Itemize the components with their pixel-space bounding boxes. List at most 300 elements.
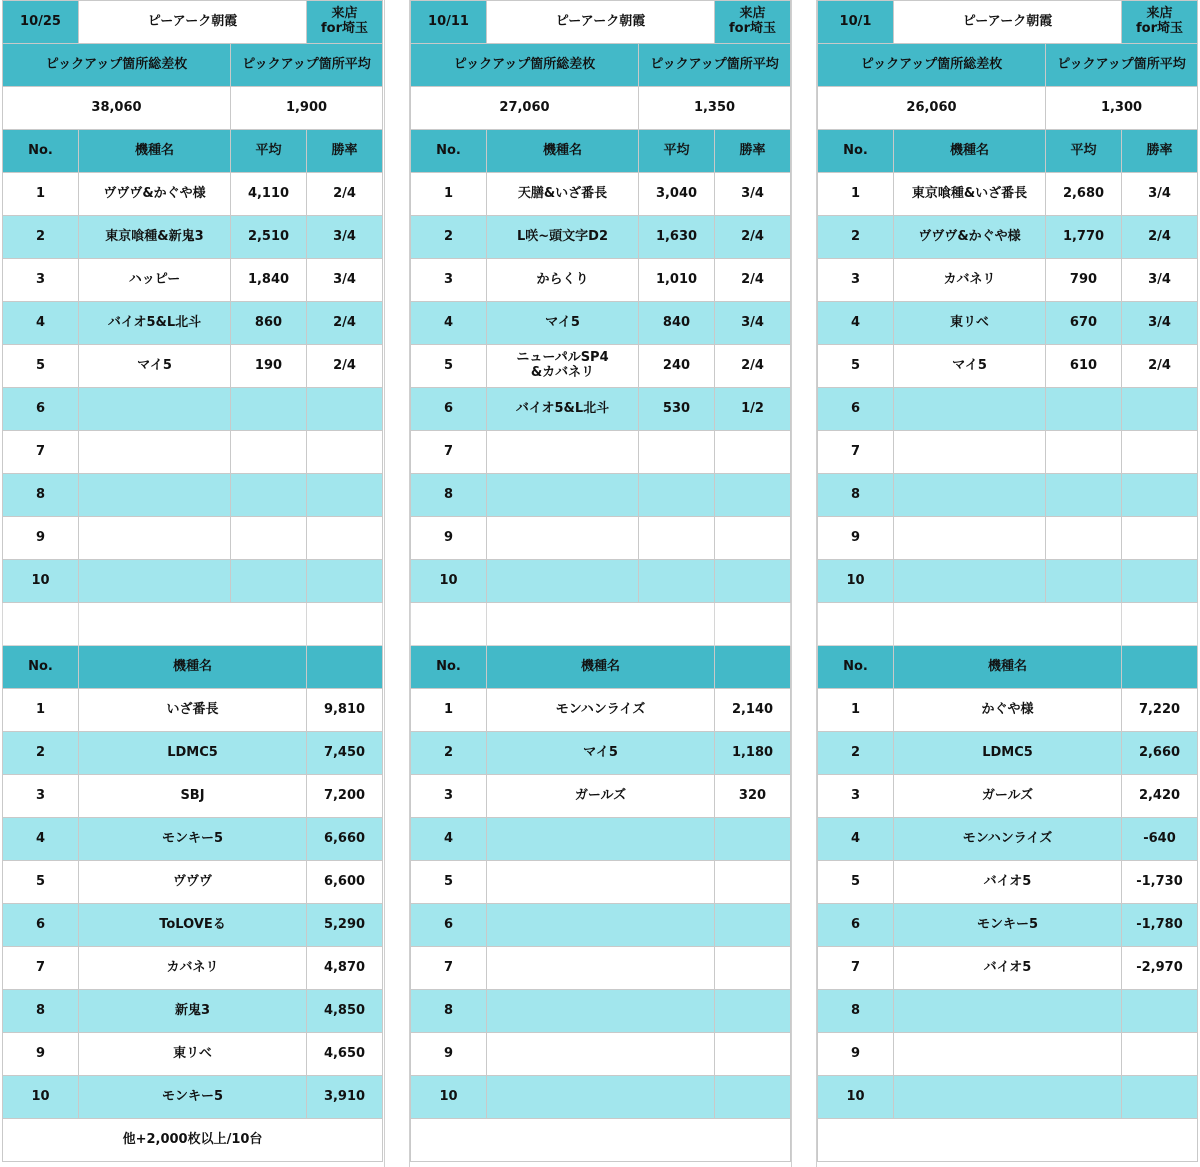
average-diff (231, 474, 307, 517)
total-diff-value: 26,060 (818, 87, 1046, 130)
model-name: 東リベ (894, 302, 1046, 345)
average-header: ピックアップ箇所平均 (639, 44, 791, 87)
rank-number: 6 (411, 904, 487, 947)
rank-model-header: 機種名 (79, 646, 307, 689)
rank-number: 5 (411, 861, 487, 904)
panel-table (817, 0, 1198, 1162)
rank-number: 8 (3, 990, 79, 1033)
ranking-row (411, 1033, 791, 1076)
average-diff: 190 (231, 345, 307, 388)
rank-model-name: モンハンライズ (894, 818, 1122, 861)
rank-model-name: バイオ5 (894, 947, 1122, 990)
row-number: 2 (411, 216, 487, 259)
summary-value-row (818, 87, 1198, 130)
pickup-row (411, 302, 791, 345)
summary-value-row (411, 87, 791, 130)
total-diff-value: 38,060 (3, 87, 231, 130)
win-rate: 3/4 (1122, 259, 1198, 302)
pickup-row (411, 388, 791, 431)
rank-model-name (487, 904, 715, 947)
rank-model-name: ヴヴヴ (79, 861, 307, 904)
rank-no-header: No. (818, 646, 894, 689)
pickup-row (411, 216, 791, 259)
rank-diff-value: 320 (715, 775, 791, 818)
row-number: 1 (818, 173, 894, 216)
rank-diff-value (1122, 990, 1198, 1033)
rank-number: 9 (3, 1033, 79, 1076)
row-number: 6 (3, 388, 79, 431)
rank-model-name: マイ5 (487, 732, 715, 775)
spacer-cell (3, 603, 79, 646)
average-diff: 3,040 (639, 173, 715, 216)
win-rate (307, 560, 383, 603)
rank-number: 10 (818, 1076, 894, 1119)
average-diff (639, 431, 715, 474)
rank-number: 9 (411, 1033, 487, 1076)
ranking-row (411, 689, 791, 732)
ranking-row (818, 689, 1198, 732)
rank-number: 7 (3, 947, 79, 990)
ranking-row (818, 861, 1198, 904)
rank-number: 5 (3, 861, 79, 904)
rank-diff-value (715, 1076, 791, 1119)
total-diff-header: ピックアップ箇所総差枚 (3, 44, 231, 87)
spacer-cell (894, 603, 1122, 646)
ranking-row (411, 861, 791, 904)
rank-model-name: ToLOVEる (79, 904, 307, 947)
pickup-row (3, 216, 383, 259)
rank-number: 2 (818, 732, 894, 775)
average-diff: 860 (231, 302, 307, 345)
pickup-row (818, 431, 1198, 474)
model-name (79, 560, 231, 603)
pickup-row (3, 560, 383, 603)
average-diff (1046, 517, 1122, 560)
model-name: ヴヴヴ&かぐや様 (79, 173, 231, 216)
summary-header-row (411, 44, 791, 87)
row-number: 8 (818, 474, 894, 517)
win-rate (715, 431, 791, 474)
rank-diff-header (715, 646, 791, 689)
pickup-row (818, 173, 1198, 216)
ranking-row (818, 732, 1198, 775)
rank-model-name: モンキー5 (894, 904, 1122, 947)
row-number: 8 (3, 474, 79, 517)
rank-diff-value: -640 (1122, 818, 1198, 861)
ranking-row (3, 689, 383, 732)
pickup-row (3, 302, 383, 345)
rank-model-name: バイオ5 (894, 861, 1122, 904)
win-rate: 1/2 (715, 388, 791, 431)
win-rate: 2/4 (1122, 216, 1198, 259)
average-diff (231, 388, 307, 431)
rank-number: 4 (818, 818, 894, 861)
average-diff: 670 (1046, 302, 1122, 345)
pickup-header-row (818, 130, 1198, 173)
win-rate: 3/4 (715, 173, 791, 216)
rank-diff-value: 9,810 (307, 689, 383, 732)
model-name: 東京喰種&新鬼3 (79, 216, 231, 259)
win-rate: 3/4 (307, 216, 383, 259)
ranking-row (818, 818, 1198, 861)
rank-model-name: モンハンライズ (487, 689, 715, 732)
win-rate: 3/4 (307, 259, 383, 302)
rank-model-name: LDMC5 (894, 732, 1122, 775)
pickup-row (411, 560, 791, 603)
rank-number: 1 (818, 689, 894, 732)
store-name: ピーアーク朝霞 (79, 1, 307, 44)
win-rate: 3/4 (1122, 302, 1198, 345)
title-row (411, 1, 791, 44)
rank-number: 8 (411, 990, 487, 1033)
win-rate (715, 560, 791, 603)
rank-diff-value (715, 818, 791, 861)
rank-diff-value: 7,220 (1122, 689, 1198, 732)
win-rate (1122, 474, 1198, 517)
raiten-label: 来店 (331, 6, 358, 22)
model-name (894, 474, 1046, 517)
footer-note (411, 1119, 791, 1162)
average-diff (1046, 474, 1122, 517)
spacer-row (818, 603, 1198, 646)
model-name (487, 560, 639, 603)
raiten-region: for埼玉 (729, 21, 776, 36)
average-value: 1,350 (639, 87, 791, 130)
pickup-row (411, 259, 791, 302)
ranking-row (411, 904, 791, 947)
panel-table (2, 0, 383, 1162)
footer-row (818, 1119, 1198, 1162)
spacer-row (411, 603, 791, 646)
store-name: ピーアーク朝霞 (487, 1, 715, 44)
pickup-row (818, 302, 1198, 345)
rank-model-name (487, 1076, 715, 1119)
win-rate (1122, 560, 1198, 603)
row-number: 6 (818, 388, 894, 431)
pickup-row (411, 345, 791, 388)
total-diff-header: ピックアップ箇所総差枚 (818, 44, 1046, 87)
panel-10-25 (2, 0, 383, 1162)
average-diff (1046, 388, 1122, 431)
rank-diff-value: 7,450 (307, 732, 383, 775)
average-header: ピックアップ箇所平均 (231, 44, 383, 87)
ranking-row (3, 1033, 383, 1076)
rank-model-header: 機種名 (894, 646, 1122, 689)
row-number: 10 (818, 560, 894, 603)
row-number: 3 (818, 259, 894, 302)
rank-model-name (894, 990, 1122, 1033)
rank-diff-header (307, 646, 383, 689)
pickup-row (3, 474, 383, 517)
row-number: 7 (818, 431, 894, 474)
model-name (487, 431, 639, 474)
footer-row (411, 1119, 791, 1162)
win-rate: 2/4 (307, 173, 383, 216)
row-number: 4 (818, 302, 894, 345)
model-name (487, 517, 639, 560)
panel-10-11 (410, 0, 791, 1162)
rank-diff-value (715, 990, 791, 1033)
avg-header: 平均 (639, 130, 715, 173)
row-number: 6 (411, 388, 487, 431)
spacer-cell (1122, 603, 1198, 646)
ranking-row (411, 818, 791, 861)
model-name (894, 517, 1046, 560)
ranking-row (3, 1076, 383, 1119)
rank-model-name (894, 1033, 1122, 1076)
rank-model-name: 東リベ (79, 1033, 307, 1076)
row-number: 7 (411, 431, 487, 474)
win-rate: 2/4 (715, 216, 791, 259)
model-name (894, 431, 1046, 474)
rank-model-name (487, 861, 715, 904)
pickup-row (818, 216, 1198, 259)
row-number: 5 (3, 345, 79, 388)
model-name: L咲~頭文字D2 (487, 216, 639, 259)
spacer-cell (307, 603, 383, 646)
rank-number: 10 (411, 1076, 487, 1119)
model-name (487, 474, 639, 517)
average-diff: 240 (639, 345, 715, 388)
row-number: 1 (411, 173, 487, 216)
summary-header-row (818, 44, 1198, 87)
win-rate (1122, 431, 1198, 474)
ranking-header-row (818, 646, 1198, 689)
rank-model-header: 機種名 (487, 646, 715, 689)
rank-diff-value: -1,730 (1122, 861, 1198, 904)
rank-diff-value: 2,140 (715, 689, 791, 732)
model-name (79, 517, 231, 560)
ranking-header-row (3, 646, 383, 689)
rank-diff-value (715, 947, 791, 990)
pickup-row (818, 517, 1198, 560)
raiten-region: for埼玉 (1136, 21, 1183, 36)
win-rate (307, 431, 383, 474)
footer-row (3, 1119, 383, 1162)
row-number: 1 (3, 173, 79, 216)
rank-model-name (487, 1033, 715, 1076)
win-rate (307, 517, 383, 560)
average-diff: 530 (639, 388, 715, 431)
average-header: ピックアップ箇所平均 (1046, 44, 1198, 87)
spacer-cell (411, 603, 487, 646)
date-cell: 10/1 (818, 1, 894, 44)
win-rate: 3/4 (1122, 173, 1198, 216)
pickup-row (818, 474, 1198, 517)
row-number: 7 (3, 431, 79, 474)
row-number: 10 (411, 560, 487, 603)
winrate-header: 勝率 (307, 130, 383, 173)
model-name: カバネリ (894, 259, 1046, 302)
rank-number: 3 (818, 775, 894, 818)
panel-10-1 (817, 0, 1198, 1162)
win-rate (715, 517, 791, 560)
model-name: マイ5 (487, 302, 639, 345)
model-name: バイオ5&L北斗 (487, 388, 639, 431)
raiten-label: 来店 (739, 6, 766, 22)
ranking-row (818, 990, 1198, 1033)
win-rate: 2/4 (1122, 345, 1198, 388)
average-diff: 2,510 (231, 216, 307, 259)
win-rate (1122, 388, 1198, 431)
ranking-row (411, 775, 791, 818)
average-value: 1,300 (1046, 87, 1198, 130)
rank-model-name (894, 1076, 1122, 1119)
model-name: 東京喰種&いざ番長 (894, 173, 1046, 216)
rank-model-name: LDMC5 (79, 732, 307, 775)
pickup-row (3, 388, 383, 431)
average-diff: 4,110 (231, 173, 307, 216)
pickup-row (3, 345, 383, 388)
spacer-cell (715, 603, 791, 646)
summary-header-row (3, 44, 383, 87)
ranking-row (818, 1033, 1198, 1076)
ranking-row (3, 775, 383, 818)
model-name (79, 474, 231, 517)
rank-diff-value (1122, 1076, 1198, 1119)
win-rate (1122, 517, 1198, 560)
rank-number: 9 (818, 1033, 894, 1076)
rank-diff-value (715, 1033, 791, 1076)
row-number: 3 (3, 259, 79, 302)
winrate-header: 勝率 (715, 130, 791, 173)
ranking-row (818, 775, 1198, 818)
rank-number: 5 (818, 861, 894, 904)
win-rate: 2/4 (715, 345, 791, 388)
rank-number: 2 (3, 732, 79, 775)
column-gap-2 (791, 0, 817, 1167)
rank-no-header: No. (411, 646, 487, 689)
date-cell: 10/25 (3, 1, 79, 44)
average-diff: 1,770 (1046, 216, 1122, 259)
model-header: 機種名 (487, 130, 639, 173)
ranking-row (818, 947, 1198, 990)
rank-diff-value: 3,910 (307, 1076, 383, 1119)
rank-number: 7 (818, 947, 894, 990)
pickup-row (818, 259, 1198, 302)
win-rate (715, 474, 791, 517)
model-name: マイ5 (79, 345, 231, 388)
rank-diff-value (1122, 1033, 1198, 1076)
total-diff-value: 27,060 (411, 87, 639, 130)
pickup-header-row (3, 130, 383, 173)
rank-diff-value: 2,420 (1122, 775, 1198, 818)
model-name (79, 431, 231, 474)
model-name: からくり (487, 259, 639, 302)
avg-header: 平均 (231, 130, 307, 173)
spacer-cell (818, 603, 894, 646)
rank-number: 2 (411, 732, 487, 775)
ranking-row (3, 990, 383, 1033)
model-name: マイ5 (894, 345, 1046, 388)
total-diff-header: ピックアップ箇所総差枚 (411, 44, 639, 87)
rank-diff-value: -2,970 (1122, 947, 1198, 990)
rank-diff-value: 6,660 (307, 818, 383, 861)
title-row (3, 1, 383, 44)
rank-model-name (487, 947, 715, 990)
average-diff: 790 (1046, 259, 1122, 302)
average-diff (639, 560, 715, 603)
rank-model-name: モンキー5 (79, 1076, 307, 1119)
average-diff: 1,010 (639, 259, 715, 302)
rank-number: 6 (3, 904, 79, 947)
footer-note (818, 1119, 1198, 1162)
no-header: No. (818, 130, 894, 173)
rank-no-header: No. (3, 646, 79, 689)
average-diff: 2,680 (1046, 173, 1122, 216)
ranking-row (411, 947, 791, 990)
no-header: No. (3, 130, 79, 173)
win-rate (307, 474, 383, 517)
win-rate (307, 388, 383, 431)
rank-model-name: 新鬼3 (79, 990, 307, 1033)
average-diff: 610 (1046, 345, 1122, 388)
rank-diff-value (715, 861, 791, 904)
pickup-row (818, 388, 1198, 431)
model-name (894, 560, 1046, 603)
row-number: 3 (411, 259, 487, 302)
model-name: バイオ5&L北斗 (79, 302, 231, 345)
rank-diff-value: 6,600 (307, 861, 383, 904)
rank-diff-value (715, 904, 791, 947)
avg-header: 平均 (1046, 130, 1122, 173)
ranking-row (3, 732, 383, 775)
rank-number: 4 (411, 818, 487, 861)
average-diff (231, 560, 307, 603)
rank-model-name: かぐや様 (894, 689, 1122, 732)
raiten-region: for埼玉 (321, 21, 368, 36)
rank-diff-value: 4,850 (307, 990, 383, 1033)
rank-diff-value: 7,200 (307, 775, 383, 818)
model-header: 機種名 (79, 130, 231, 173)
rank-model-name: カバネリ (79, 947, 307, 990)
row-number: 2 (3, 216, 79, 259)
average-diff (639, 474, 715, 517)
rank-model-name: いざ番長 (79, 689, 307, 732)
ranking-row (3, 947, 383, 990)
rank-diff-value: -1,780 (1122, 904, 1198, 947)
model-name: ヴヴヴ&かぐや様 (894, 216, 1046, 259)
rank-number: 1 (3, 689, 79, 732)
spacer-cell (487, 603, 715, 646)
spacer-row (3, 603, 383, 646)
model-name: 天膳&いざ番長 (487, 173, 639, 216)
rank-diff-value: 4,650 (307, 1033, 383, 1076)
rank-number: 4 (3, 818, 79, 861)
average-diff (639, 517, 715, 560)
average-diff: 840 (639, 302, 715, 345)
panel-table (410, 0, 791, 1162)
no-header: No. (411, 130, 487, 173)
rank-model-name (487, 818, 715, 861)
ranking-row (411, 732, 791, 775)
raiten-badge (1122, 1, 1198, 44)
title-row (818, 1, 1198, 44)
row-number: 5 (411, 345, 487, 388)
rank-diff-value: 4,870 (307, 947, 383, 990)
pickup-header-row (411, 130, 791, 173)
pickup-row (818, 560, 1198, 603)
average-diff: 1,630 (639, 216, 715, 259)
model-name (894, 388, 1046, 431)
pickup-row (411, 431, 791, 474)
average-diff (231, 517, 307, 560)
ranking-row (3, 818, 383, 861)
pickup-row (3, 173, 383, 216)
pickup-row (411, 173, 791, 216)
row-number: 4 (3, 302, 79, 345)
pickup-row (3, 517, 383, 560)
